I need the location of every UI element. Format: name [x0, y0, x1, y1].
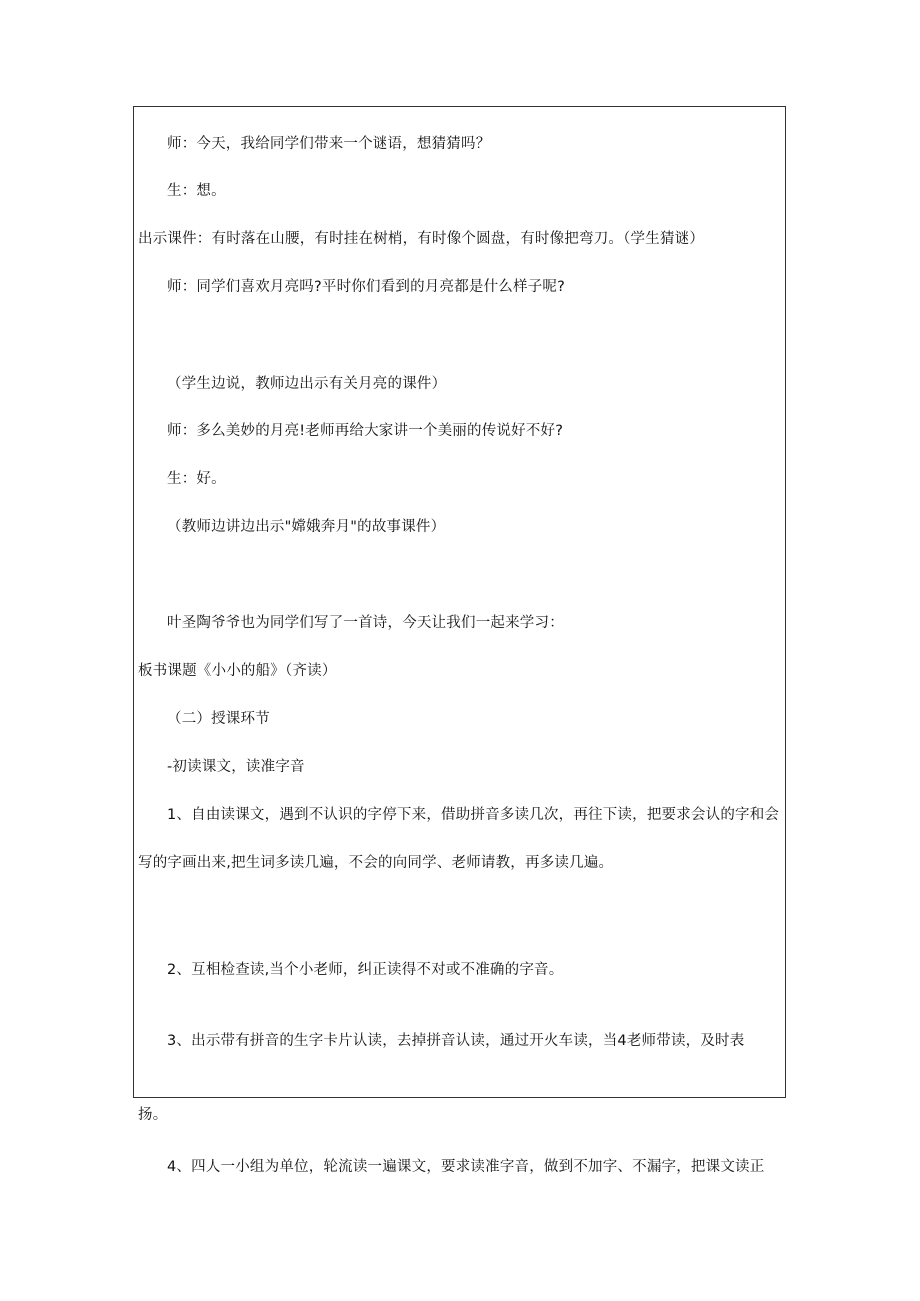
teacher-riddle-intro: 师：今天，我给同学们带来一个谜语，想猜猜吗？	[167, 136, 491, 152]
step-3-line-1: 3、出示带有拼音的生字卡片认读，去掉拼音认读，通过开火车读，当4老师带读，及时表	[167, 1033, 745, 1049]
teacher-legend-question: 师：多么美妙的月亮!老师再给大家讲一个美丽的传说好不好?	[167, 423, 564, 439]
poem-intro: 叶圣陶爷爷也为同学们写了一首诗，今天让我们一起来学习：	[167, 615, 564, 631]
content-table-cell	[133, 106, 786, 1098]
legend-courseware-note: （教师边讲边出示"嫦娥奔月"的故事课件）	[167, 519, 446, 535]
step-1-line-1: 1、自由读课文，遇到不认识的字停下来，借助拼音多读几次，再往下读，把要求会认的字和会	[167, 807, 780, 823]
riddle-courseware: 出示课件：有时落在山腰，有时挂在树梢，有时像个圆盘，有时像把弯刀。（学生猜谜）	[138, 231, 705, 247]
student-reply-ok: 生：好。	[167, 471, 226, 487]
subsection-heading: -初读课文，读准字音	[167, 759, 305, 775]
step-2: 2、互相检查读,当个小老师，纠正读得不对或不准确的字音。	[167, 962, 564, 978]
lesson-title-board: 板书课题《小小的船》（齐读）	[138, 663, 337, 679]
step-1-line-2: 写的字画出来,把生词多读几遍，不会的向同学、老师请教，再多读几遍。	[138, 855, 614, 871]
moon-courseware-note: （学生边说，教师边出示有关月亮的课件）	[167, 376, 447, 392]
step-4-line-1: 4、四人一小组为单位，轮流读一遍课文，要求读准字音，做到不加字、不漏字，把课文读正	[167, 1159, 765, 1175]
section-heading: （二）授课环节	[167, 711, 270, 727]
step-3-line-2: 扬。	[138, 1107, 168, 1123]
student-reply-think: 生：想。	[167, 183, 226, 199]
teacher-moon-question: 师：同学们喜欢月亮吗?平时你们看到的月亮都是什么样子呢?	[167, 279, 565, 295]
